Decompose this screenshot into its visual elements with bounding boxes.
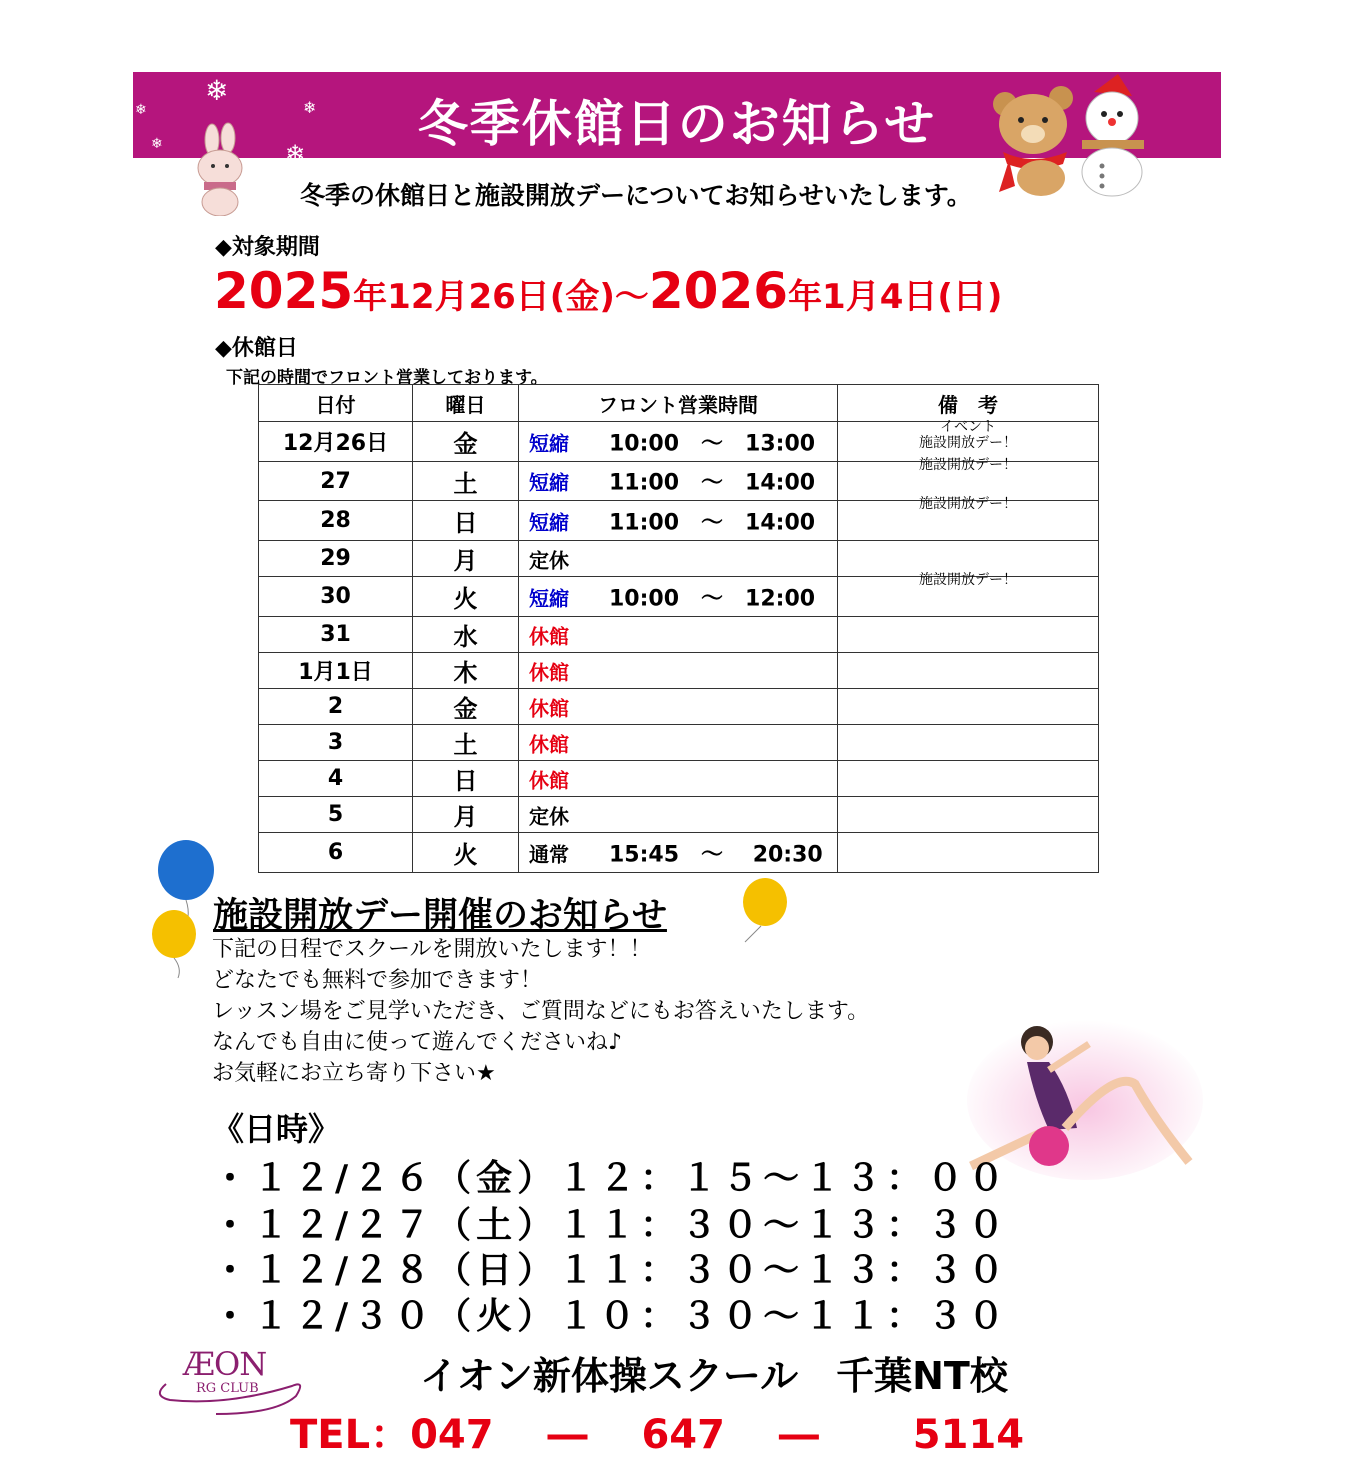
rg-club-logo: RG CLUB — [196, 1381, 259, 1396]
period-year-end: 2026 — [648, 262, 789, 320]
row-weekday: 日 — [413, 761, 519, 797]
row-note: 施設開放デー！ — [919, 435, 1017, 451]
open-day-line: 下記の日程でスクールを開放いたします！！ — [212, 937, 652, 962]
row-hours-cell — [519, 577, 838, 617]
snowflake-icon: ❄ — [285, 140, 306, 168]
phone-number: TEL：047 ― 647 ― 5114 — [290, 1412, 1025, 1458]
aeon-logo: ÆON — [183, 1345, 267, 1383]
row-hours-cell — [519, 617, 838, 653]
snowflake-icon: ❄ — [303, 98, 317, 117]
row-date: 31 — [259, 617, 413, 653]
snowflake-icon: ❄ — [135, 102, 147, 118]
row-notes-cell — [838, 653, 1099, 689]
page-title: 冬季休館日のお知らせ — [417, 95, 937, 153]
open-day-line: お気軽にお立ち寄り下さい★ — [212, 1061, 496, 1086]
table-row — [259, 797, 1099, 833]
table-row — [259, 617, 1099, 653]
logo-ribbon — [156, 1366, 306, 1422]
row-note: 施設開放デー！ — [919, 496, 1017, 512]
row-notes-cell — [838, 617, 1099, 653]
row-notes-cell — [838, 725, 1099, 761]
row-hours-cell — [519, 422, 838, 462]
row-weekday: 水 — [413, 617, 519, 653]
intro-text: 冬季の休館日と施設開放デーについてお知らせいたします。 — [300, 181, 972, 210]
row-hours: 15:45 ～ 20:30 — [609, 842, 823, 867]
col-header-date: 日付 — [259, 385, 413, 422]
closed-heading: ◆休館日 — [215, 336, 298, 361]
row-status-tag: 短縮 — [529, 510, 569, 534]
col-header-dow: 曜日 — [413, 385, 519, 422]
row-hours-cell — [519, 462, 838, 501]
table-row — [259, 577, 1099, 617]
school-name: イオン新体操スクール 千葉NT校 — [420, 1354, 1008, 1398]
row-note: 施設開放デー！ — [919, 457, 1017, 473]
row-hours-cell — [519, 501, 838, 541]
schedule-heading: 《日時》 — [212, 1110, 341, 1148]
row-weekday: 月 — [413, 541, 519, 577]
table-row — [259, 653, 1099, 689]
row-hours-cell — [519, 761, 838, 797]
open-day-title: 施設開放デー開催のお知らせ — [213, 896, 667, 936]
row-notes-cell — [838, 797, 1099, 833]
row-status-tag: 休館 — [529, 624, 569, 648]
row-notes-cell — [838, 833, 1099, 873]
open-day-slot: ・１２/３０（火）１０：３０～１１：３０ — [212, 1296, 1010, 1337]
row-date: 5 — [259, 797, 413, 833]
open-day-slot: ・１２/２６（金）１２：１５～１３：００ — [212, 1158, 1010, 1199]
row-weekday: 土 — [413, 462, 519, 501]
period-heading: ◆対象期間 — [215, 235, 320, 260]
row-weekday: 木 — [413, 653, 519, 689]
open-day-line: なんでも自由に使って遊んでくださいね♪ — [212, 1030, 623, 1055]
row-date: 29 — [259, 541, 413, 577]
row-status-tag: 短縮 — [529, 431, 569, 455]
row-status-tag: 短縮 — [529, 586, 569, 610]
row-status-tag: 定休 — [529, 804, 569, 828]
row-weekday: 土 — [413, 725, 519, 761]
row-notes-cell — [838, 496, 1099, 541]
snowflake-icon: ❄ — [151, 136, 163, 152]
row-date: 6 — [259, 833, 413, 873]
col-header-notes: 備 考 — [838, 385, 1099, 422]
row-note: イベント — [940, 419, 996, 435]
row-hours-cell — [519, 725, 838, 761]
table-row — [259, 422, 1099, 462]
row-status-tag: 休館 — [529, 660, 569, 684]
row-notes-cell — [838, 419, 1099, 462]
table-row — [259, 501, 1099, 541]
row-status-tag: 通常 — [529, 842, 569, 866]
table-header-row — [259, 385, 1099, 422]
row-notes-cell — [838, 761, 1099, 797]
row-hours-cell — [519, 541, 838, 577]
bunny-illustration — [186, 122, 258, 216]
open-day-description — [212, 934, 869, 1089]
row-weekday: 金 — [413, 689, 519, 725]
table-row — [259, 833, 1099, 873]
schedule-table — [258, 384, 1099, 873]
open-day-slot: ・１２/２７（土）１１：３０～１３：３０ — [212, 1205, 1010, 1246]
period-year-start: 2025 — [214, 262, 354, 320]
row-weekday: 金 — [413, 422, 519, 462]
row-date: 30 — [259, 577, 413, 617]
row-weekday: 日 — [413, 501, 519, 541]
snowflake-icon: ❄ — [205, 74, 229, 107]
row-hours: 11:00 ～ 14:00 — [609, 470, 816, 496]
open-day-slot: ・１２/２８（日）１１：３０～１３：３０ — [212, 1250, 1010, 1291]
row-weekday: 火 — [413, 833, 519, 873]
row-hours-cell — [519, 689, 838, 725]
front-hours-note: 下記の時間でフロント営業しております。 — [226, 368, 548, 388]
table-row — [259, 761, 1099, 797]
open-day-line: レッスン場をご見学いただき、ご質問などにもお答えいたします。 — [212, 999, 870, 1024]
row-weekday: 火 — [413, 577, 519, 617]
row-notes-cell — [838, 689, 1099, 725]
col-header-hours: フロント営業時間 — [519, 385, 838, 422]
row-notes-cell — [838, 572, 1099, 617]
row-date: 1月1日 — [259, 653, 413, 689]
snowman-illustration — [1068, 74, 1158, 199]
row-date: 4 — [259, 761, 413, 797]
table-row — [259, 725, 1099, 761]
row-hours-cell — [519, 833, 838, 873]
row-status-tag: 短縮 — [529, 470, 569, 495]
period-dates — [214, 262, 1002, 320]
row-status-tag: 休館 — [529, 768, 569, 792]
row-date: 27 — [259, 462, 413, 501]
row-status-tag: 休館 — [529, 732, 569, 756]
row-weekday: 月 — [413, 797, 519, 833]
row-date: 3 — [259, 725, 413, 761]
period-start-rest: 年12月26日(金)〜 — [353, 277, 649, 317]
row-hours: 10:00 ～ 12:00 — [609, 586, 816, 611]
row-note: 施設開放デー！ — [919, 572, 1017, 588]
table-row — [259, 689, 1099, 725]
row-status-tag: 休館 — [529, 696, 569, 720]
row-notes-cell — [838, 457, 1099, 501]
row-date: 2 — [259, 689, 413, 725]
open-day-line: どなたでも無料で参加できます！ — [212, 968, 543, 993]
row-hours: 10:00 ～ 13:00 — [609, 431, 816, 456]
row-hours-cell — [519, 797, 838, 833]
row-date: 12月26日 — [259, 422, 413, 462]
row-hours-cell — [519, 653, 838, 689]
row-hours: 11:00 ～ 14:00 — [609, 510, 816, 535]
row-status-tag: 定休 — [529, 548, 569, 572]
table-row — [259, 462, 1099, 501]
row-date: 28 — [259, 501, 413, 541]
period-end-rest: 年1月4日(日) — [788, 277, 1003, 317]
